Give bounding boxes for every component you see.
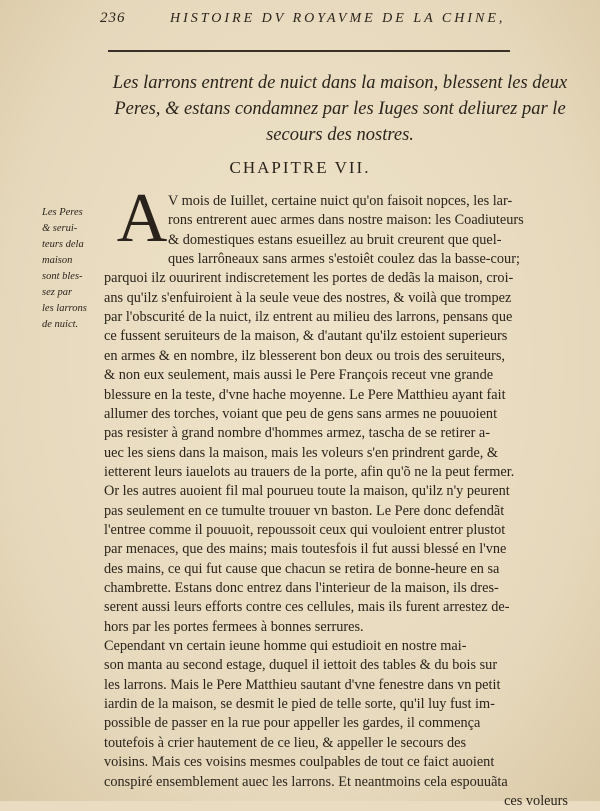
text-line: serent aussi leurs efforts contre ces cellules, mais ils furent arrestez de- <box>104 599 510 616</box>
text-line: en armes & en nombre, ilz blesserent bon deux ou trois des seruiteurs, <box>104 347 506 364</box>
chapter-summary: Les larrons entrent de nuict dans la maison, blessent les deux Peres, & estans condamnez par les Iuges sont deliurez par le secours des nostres. <box>112 73 568 145</box>
text-line: ce fussent seruiteurs de la maison, & d'autant qu'ilz estoient superieurs <box>104 328 508 345</box>
text-line: parquoi ilz ouurirent indiscretement les portes de dedãs la maison, croi- <box>104 270 514 287</box>
text-line: possible de passer en la rue pour appeller les gardes, il commença <box>104 715 481 732</box>
text-line: par menaces, que des mains; mais toutesfois il fut aussi blessé en l'vne <box>104 541 507 558</box>
text-line: chambrette. Estans donc entrez dans l'interieur de la maison, ils dres- <box>104 580 499 596</box>
text-line: conspiré ensemblement auec les larrons. Et neantmoins cela espouuãta <box>104 773 508 790</box>
text-line: ces voleurs <box>504 792 568 809</box>
margin-note <box>42 205 106 333</box>
text-line: V mois de Iuillet, certaine nuict qu'on faisoit nopces, les lar- <box>168 193 513 209</box>
chapter-heading: CHAPITRE VII. <box>229 158 371 177</box>
text-line: & non eux seulement, mais aussi le Pere François receut vne grande <box>104 367 494 384</box>
text-line: les larrons. Mais le Pere Matthieu sautant d'vne fenestre dans vn petit <box>104 676 501 693</box>
running-title: HISTOIRE DV ROYAVME DE LA CHINE, <box>170 11 506 26</box>
text-line: pas seulement en ce tumulte trouuer vn baston. Le Pere donc defendãt <box>104 502 505 519</box>
margin-note-line: sez par <box>42 287 73 298</box>
text-line: des mains, ce qui fut cause que chacun se retira de bonne-heure en sa <box>104 560 500 577</box>
margin-note-line: de nuict. <box>42 319 79 330</box>
page-number: 236 <box>100 10 126 26</box>
text-line: & domestiques estans esueillez au bruit creurent que quel- <box>168 231 502 248</box>
margin-note-line: teurs dela <box>42 239 84 250</box>
margin-note-line: & serui- <box>42 223 78 234</box>
text-line: rons entrerent auec armes dans nostre maison: les Coadiuteurs <box>168 212 524 229</box>
text-line: toutefois à crier hautement de ce lieu, & appeller le secours des <box>104 734 467 751</box>
text-line: ans qu'ilz s'enfuiroient à la seule veue des nostres, & voilà que trompez <box>104 289 512 306</box>
page-header <box>100 10 560 27</box>
margin-note-line: les larrons <box>42 303 87 314</box>
text-line: l'entree comme il pouuoit, repoussoit ceux qui vouloient entrer plustot <box>104 521 506 538</box>
margin-note-line: sont bles- <box>42 271 83 282</box>
text-line: Or les autres auoient fil mal pourueu toute la maison, qu'ilz n'y peurent <box>104 483 510 500</box>
text-line: allumer des torches, voiant que peu de gens sans armes ne pouuoient <box>104 405 498 422</box>
text-line: par l'obscurité de la nuict, ilz entrent au milieu des larrons, pensans que <box>104 309 513 326</box>
drop-cap: A <box>116 180 168 257</box>
text-line: Cependant vn certain ieune homme qui estudioit en nostre mai- <box>104 638 467 655</box>
text-line: son manta au second estage, duquel il iettoit des tables & du bois sur <box>104 657 498 674</box>
text-line: hors par les portes fermees à bonnes serrures. <box>104 618 364 635</box>
text-line: voisins. Mais ces voisins mesmes coulpables de tout ce faict auoient <box>104 754 495 771</box>
text-line: ietterent leurs iauelots au trauers de la porte, afin qu'õ ne la peut fermer. <box>104 463 515 480</box>
margin-note-line: maison <box>42 255 73 266</box>
text-line: iardin de la maison, se desmit le pied de telle sorte, qu'il luy fust im- <box>104 696 495 713</box>
text-line: blessure en la teste, d'vne hache moyenne. Le Pere Matthieu ayant fait <box>104 386 506 403</box>
text-line: pas resister à grand nombre d'hommes armez, tascha de se retirer a- <box>104 425 491 442</box>
header-rule <box>108 50 510 52</box>
margin-note-line: Les Peres <box>42 207 83 218</box>
text-line: uec les siens dans la maison, mais les voleurs s'en prindrent garde, & <box>104 444 499 461</box>
text-line: ques larrôneaux sans armes s'estoiêt coulez das la basse-cour; <box>168 251 520 268</box>
